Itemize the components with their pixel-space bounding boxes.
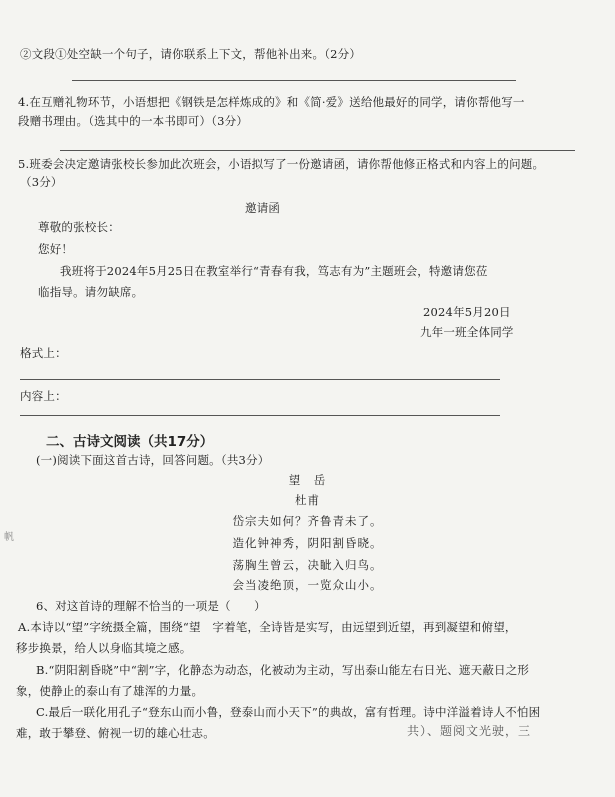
option-c-line1: C.最后一联化用孔子“登东山而小鲁，登泰山而小天下”的典故，富有哲理。诗中洋溢着诗人不怕困 [36, 705, 541, 719]
letter-signature: 九年一班全体同学 [420, 325, 514, 339]
letter-date: 2024年5月20日 [423, 305, 511, 319]
answer-line [72, 80, 516, 81]
question-4-line1: 4.在互赠礼物环节，小语想把《钢铁是怎样炼成的》和《简·爱》送给他最好的同学，请你帮他写一 [18, 95, 525, 109]
question-5-line2: （3分） [20, 175, 63, 189]
bleed-through-stamp: 共）、题阅文光驶，三 [407, 724, 532, 738]
poem-author: 杜甫 [295, 493, 320, 507]
option-b-line2: 象，使静止的泰山有了雄浑的力量。 [16, 684, 204, 698]
letter-salutation: 尊敬的张校长： [38, 220, 120, 234]
question-4-line2: 段赠书理由。（选其中的一本书即可）（3分） [18, 114, 249, 128]
letter-body-line1: 我班将于2024年5月25日在教室举行“青春有我，笃志有为”主题班会，特邀请您莅 [60, 264, 488, 278]
option-a-line1: A.本诗以“望”字统摄全篇，围绕“望 字着笔，全诗皆是实写，由远望到近望，再到凝望和俯望， [18, 620, 517, 634]
answer-line [20, 415, 500, 416]
answer-line [60, 150, 575, 151]
subsection-1-instruction: (一)阅读下面这首古诗，回答问题。（共3分） [36, 453, 270, 467]
content-label: 内容上： [20, 389, 67, 403]
question-3-text: ②文段①处空缺一个句子，请你联系上下文，帮他补出来。（2分） [20, 47, 362, 61]
letter-greeting: 您好！ [38, 242, 74, 256]
format-label: 格式上： [20, 346, 67, 360]
poem-line: 造化钟神秀，阴阳割昏晓。 [232, 536, 383, 550]
letter-title: 邀请函 [245, 201, 281, 215]
poem-line: 岱宗夫如何？齐鲁青未了。 [232, 514, 383, 528]
question-5-line1: 5.班委会决定邀请张校长参加此次班会，小语拟写了一份邀请函，请你帮他修正格式和内容上的问题。 [18, 157, 545, 171]
question-6-text: 6、对这首诗的理解不恰当的一项是（ ） [36, 599, 266, 613]
poem-line: 会当凌绝顶，一览众山小。 [232, 578, 383, 592]
answer-line [20, 379, 500, 380]
poem-title: 望 岳 [288, 473, 327, 487]
option-c-line2: 难，敢于攀登、俯视一切的雄心壮志。 [16, 726, 215, 740]
section-2-heading: 二、古诗文阅读（共17分） [46, 434, 214, 450]
option-b-line1: B.“阴阳割昏晓”中“割”字，化静态为动态，化被动为主动，写出泰山能左右日光、遮天蔽日之形 [36, 663, 530, 677]
option-a-line2: 移步换景，给人以身临其境之感。 [16, 641, 192, 655]
poem-line: 荡胸生曾云，决眦入归鸟。 [232, 558, 383, 572]
letter-body-line2: 临指导。请勿缺席。 [38, 285, 144, 299]
margin-mark: 帆 [4, 532, 14, 543]
